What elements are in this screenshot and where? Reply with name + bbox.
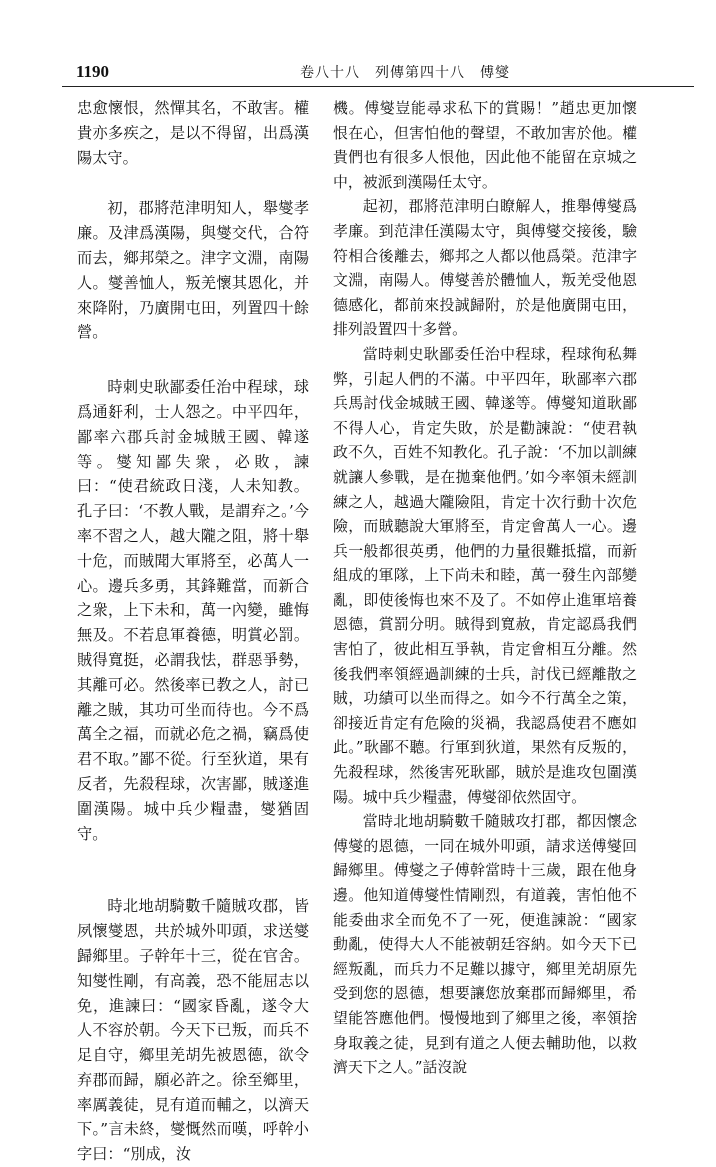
translation-paragraph: 機。傅燮豈能尋求私下的賞賜！”趙忠更加懷恨在心，但害怕他的聲望，不敢加害於他。權貴們也有很多人恨他，因此他不能留在京城之中，被派到漢陽任太守。 [333,99,637,191]
original-paragraph: 初，郡將范津明知人，舉燮孝廉。及津爲漢陽，與燮交代，合符而去，鄉邦榮之。津字文淵，南陽人。燮善恤人，叛羌懷其恩化，并來降附，乃廣開屯田，列置四十餘營。 [77,199,309,342]
original-paragraph: 忠愈懷恨，然憚其名，不敢害。權貴亦多疾之，是以不得留，出爲漢陽太守。 [77,99,309,167]
original-paragraph: 時刺史耿鄙委任治中程球，球爲通姧利，士人怨之。中平四年，鄙率六郡兵討金城賊王國、韓遂等。燮知鄙失衆，必敗，諫曰：“使君統政日淺，人未知教。孔子曰：‘不教人戰，是謂弃之。’今率不習之人，越大隴之阻，將十舉十危，而賊聞大軍將至，必萬人一心。邊兵多勇，其鋒難當，而新合之衆，上下未和，萬一內變，雖悔無及。不若息軍養德，明賞必罰。賊得寬挺，必謂我怯，群惡爭勢，其離可必。然後率已教之人，討已離之賊，其功可坐而待也。今不爲萬全之福，而就必危之禍，竊爲使君不取。”鄙不從。行至狄道，果有反者，先殺程球，次害鄙，賊遂進圍漢陽。城中兵少糧盡，燮猶固守。 [77,378,309,843]
page-number: 1190 [76,62,110,81]
header-rule [62,86,694,87]
translation-paragraph: 起初，郡將范津明白瞭解人，推舉傅燮爲孝廉。到范津任漢陽太守，與傅燮交接後，驗符相合後離去，鄉邦之人都以他爲榮。范津字文淵，南陽人。傅燮善於體恤人，叛羌受他恩德感化，都前來投誠歸附，於是他廣開屯田，排列設置四十多營。 [333,197,637,339]
original-paragraph: 時北地胡騎數千隨賊攻郡，皆夙懷燮恩，共於城外叩頭，求送燮歸鄉里。子幹年十三，從在官舍。知燮性剛，有高義，恐不能屈志以免，進諫曰：“國家昏亂，遂令大人不容於朝。今天下已叛，而兵不足自守，鄉里羌胡先被恩德，欲令弃郡而歸，願必許之。徐至鄉里，率厲義徒，見有道而輔之，以濟天下。”言未終，燮慨然而嘆，呼幹小字曰：“別成，汝 [77,897,309,1164]
running-title: 卷八十八 列傳第四十八 傅燮 [300,65,510,81]
translation-paragraph: 當時刺史耿鄙委任治中程球，程球徇私舞弊，引起人們的不滿。中平四年，耿鄙率六郡兵馬討伐金城賊王國、韓遂等。傅燮知道耿鄙不得人心，肯定失敗，於是勸諫說：“使君執政不久，百姓不知教化。孔子說：‘不加以訓練就讓人參戰，是在拋棄他們。’如今率領未經訓練之人，越過大隴險阻，肯定十次行動十次危險，而賊聽說大軍將至，肯定會萬人一心。邊兵一般都很英勇，他們的力量很難抵擋，而新組成的軍隊，上下尚未和睦，萬一發生內部變亂，即使後悔也來不及了。不如停止進軍培養恩德，賞罰分明。賊得到寬赦，肯定認爲我們害怕了，彼此相互爭執，肯定會相互分離。然後我們率領經過訓練的士兵，討伐已經離散之賊，功績可以坐而得之。如今不行萬全之策，卻接近肯定有危險的災禍，我認爲使君不應如此。”耿鄙不聽。行軍到狄道，果然有反叛的，先殺程球，然後害死耿鄙，賊於是進攻包圍漢陽。城中兵少糧盡，傅燮卻依然固守。 [333,344,637,806]
page-header [60,58,696,84]
translation-column [333,96,637,1080]
translation-paragraph: 當時北地胡騎數千隨賊攻打郡，都因懷念傅燮的恩德，一同在城外叩頭，請求送傅燮回歸鄉里。傅燮之子傅幹當時十三歲，跟在他身邊。他知道傅燮性情剛烈，有道義，害怕他不能委曲求全而免不了一死，便進諫說：“國家動亂，使得大人不能被朝廷容納。如今天下已經叛亂，而兵力不足難以據守，鄉里羌胡原先受到您的恩德，想要讓您放棄郡而歸鄉里，希望能答應他們。慢慢地到了鄉里之後，率領捨身取義之徒，見到有道之人便去輔助他，以救濟天下之人。”話沒說 [333,812,637,1077]
original-text-column [77,96,309,1167]
